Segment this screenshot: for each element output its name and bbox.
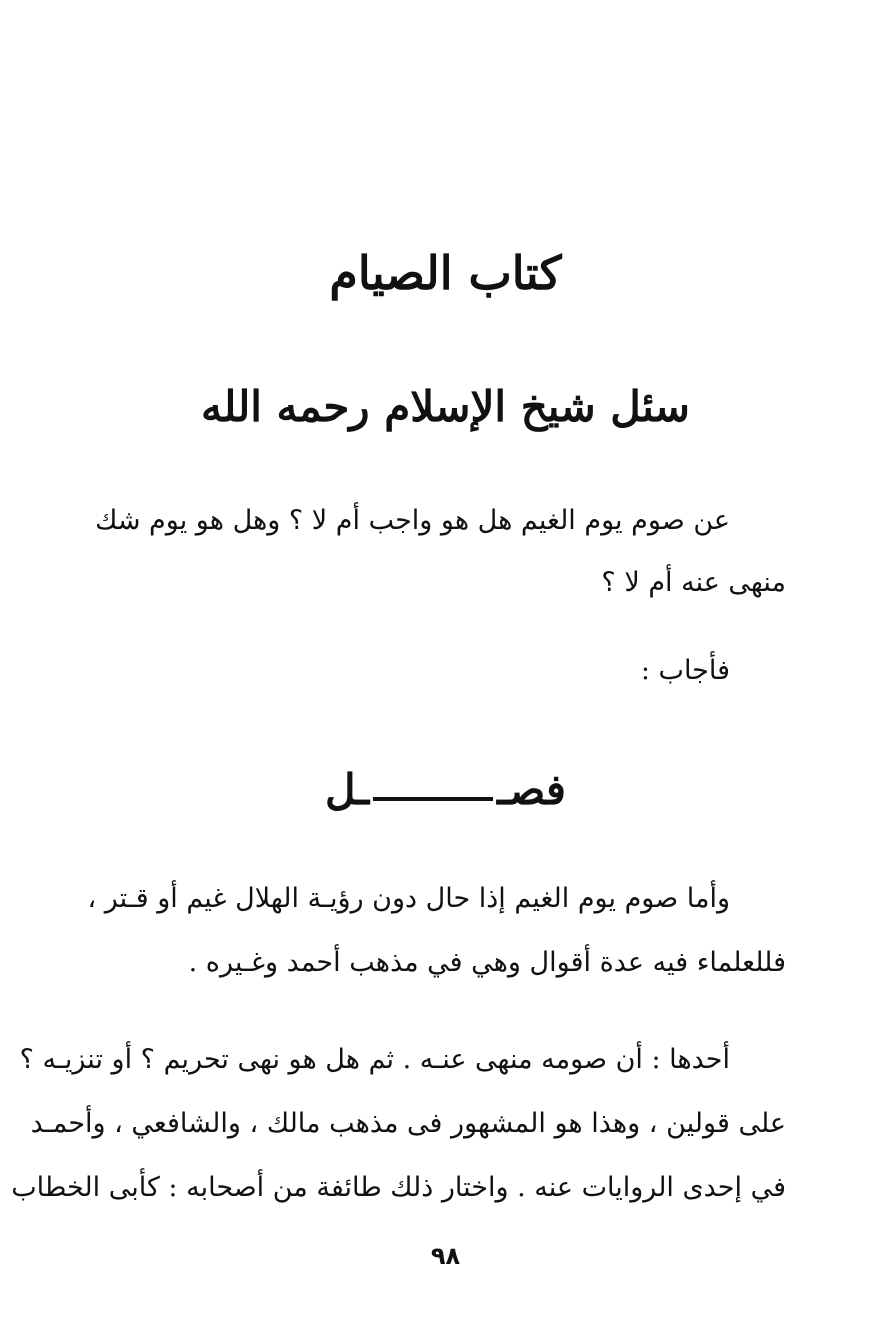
author-line: سئل شيخ الإسلام رحمه الله [201,382,690,431]
paragraph-1-line-2: فللعلماء فيه عدة أقوال وهي في مذهب أحمد وغـيره . [188,947,786,978]
paragraph-2-line-1: أحدها : أن صومه منهى عنـه . ثم هل هو نهى تحريم ؟ أو تنزيـه ؟ [19,1044,730,1075]
book-title: كتاب الصيام [329,246,562,300]
answer-label: فأجاب : [640,655,730,686]
paragraph-2 [11,1028,786,1220]
question-paragraph [62,490,786,614]
paragraph-1 [62,867,786,995]
paragraph-1-line-1: وأما صوم يوم الغيم إذا حال دون رؤيـة الهلال غيم أو قـتر ، [87,883,730,914]
section-title-elongation [373,797,493,801]
section-title-start: فصـ [497,765,566,814]
answer-label-block [62,640,786,702]
question-line-2: منهى عنه أم لا ؟ [601,567,786,598]
paragraph-2-line-3: في إحدى الروايات عنه . واختار ذلك طائفة من أصحابه : كأبى الخطاب [11,1172,786,1203]
section-title [0,755,891,825]
paragraph-2-line-2: على قولين ، وهذا هو المشهور فى مذهب مالك ، والشافعي ، وأحمـد [30,1108,786,1139]
question-line-1: عن صوم يوم الغيم هل هو واجب أم لا ؟ وهل هو يوم شك [95,505,730,536]
page-number: ٩٨ [430,1242,461,1270]
section-title-end: ـل [325,765,370,814]
